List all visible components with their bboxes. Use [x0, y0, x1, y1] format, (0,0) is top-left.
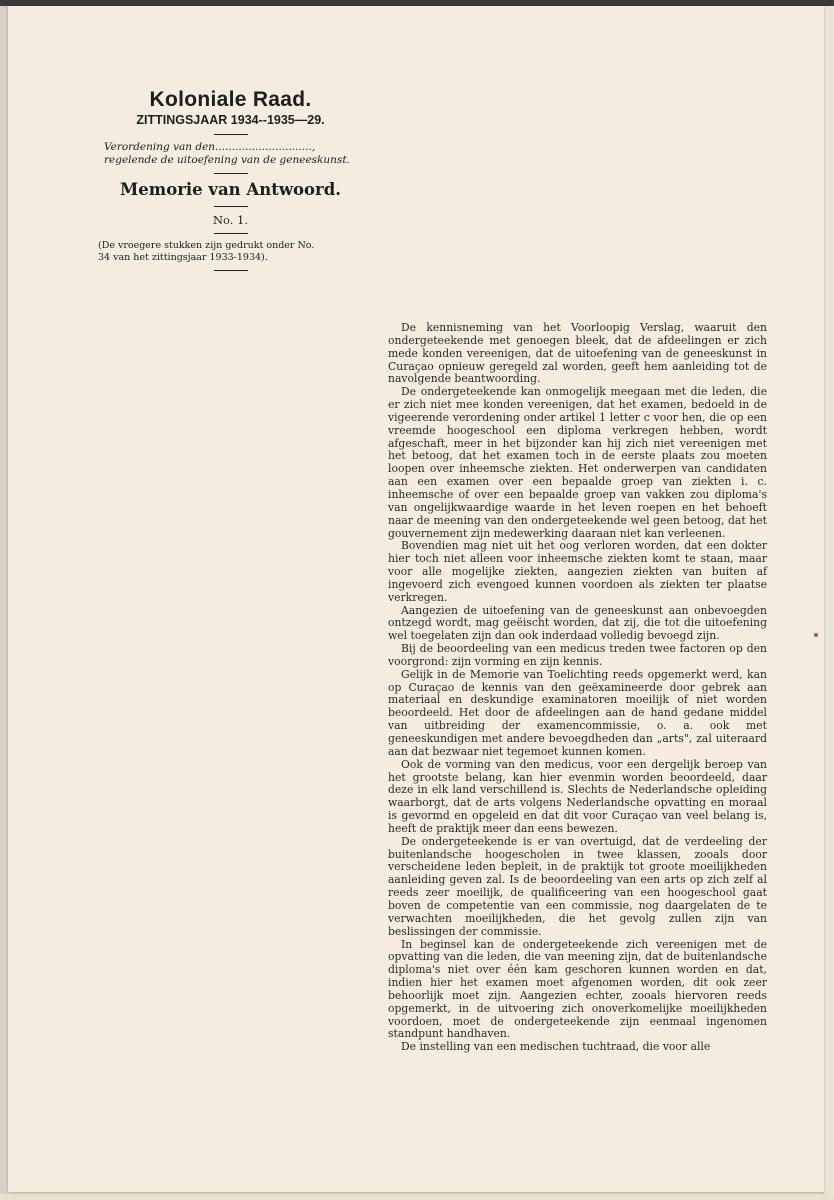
reference-note: [98, 240, 363, 264]
note-line-1: (De vroegere stukken zijn gedrukt onder No.: [98, 240, 315, 251]
memo-title: Memorie van Antwoord.: [119, 180, 342, 199]
document-number: No. 1.: [212, 213, 249, 227]
paragraph: Bovendien mag niet uit het oog verloren worden, dat een dokter hier toch niet alleen voor inheemsche ziekten komt te staan, maar voor alle mogelijke ziekten, aangezien ziekten van buiten af ingevoerd zich evengoed kunnen voordoen als ziekten ter plaatse verkregen.: [388, 539, 767, 604]
paragraph: Gelijk in de Memorie van Toelichting reeds opgemerkt werd, kan op Curaçao de kennis van den geëxamineerde door gebrek aan materiaal en deskundige examinatoren moeilijk of niet worden beoordeeld. Het door de afdeelingen aan de hand gedane middel van uitbreiding der examencommissie, o. a. ook met geneeskundigen met andere bevoegdheden dan „arts", zal uiteraard aan dat bezwaar niet tegemoet kunnen komen.: [388, 667, 767, 758]
regulation-line-1: Verordening van den.............................,: [104, 141, 316, 153]
header-divider: [214, 206, 248, 207]
ink-spot: [814, 633, 818, 637]
paragraph: De instelling van een medischen tuchtraad, die voor alle: [401, 1040, 711, 1054]
page-bottom-edge: [0, 1194, 834, 1200]
paragraph: Bij de beoordeeling van een medicus treden twee factoren op den voorgrond: zijn vorming en zijn kennis.: [388, 642, 767, 668]
paragraph: De kennisneming van het Voorloopig Verslag, waaruit den ondergeteekende met genoegen bleek, dat de afdeelingen er zich mede konden vereenigen, dat de uitoefening van de geneeskunst in Curaçao opnieuw geregeld zal worden, geeft hem aanleiding tot de navolgende beantwoording.: [388, 321, 767, 386]
header-divider: [214, 173, 248, 174]
paragraph: De ondergeteekende is er van overtuigd, dat de verdeeling der buitenlandsche hoogescholen in twee klassen, zooals door verscheidene leden bepleit, in de praktijk tot groote moeilijkheden aanleiding geven zal. Is de beoordeeling van een arts op zich zelf al reeds zeer moeilijk, de qualificeering van een hoogeschool gaat boven de competentie van een commissie, nog daargelaten de te verwachten moeilijkheden, die het gevolg zullen zijn van beslissingen der commissie.: [388, 834, 767, 938]
regulation-line-2: regelende de uitoefening van de geneeskunst.: [104, 154, 350, 166]
paragraph: In beginsel kan de ondergeteekende zich vereenigen met de opvatting van die leden, die van meening zijn, dat de buitenlandsche diploma's niet over één kam geschoren kunnen worden en dat, indien hier het examen moet afgenomen worden, dit ook zeer behoorlijk moet zijn. Aangezien echter, zooals hiervoren reeds opgemerkt, in de uitvoering zich onoverkomelijke moeilijkheden voordoen, moet de ondergeteekende zijn eenmaal ingenomen standpunt handhaven.: [388, 937, 767, 1041]
paragraph: Ook de vorming van den medicus, voor een dergelijk beroep van het grootste belang, kan hier evenmin worden beoordeeld, daar deze in elk land verschillend is. Slechts de Nederlandsche opleiding waarborgt, dat de arts volgens Nederlandsche opvatting en moraal is gevormd en opgeleid en dat dit voor Curaçao van veel belang is, heeft de praktijk meer dan eens bewezen.: [388, 757, 767, 835]
note-line-2: 34 van het zittingsjaar 1933-1934).: [98, 252, 268, 263]
header-divider: [214, 134, 248, 135]
page-edge: [823, 6, 834, 1196]
body-text: [388, 322, 767, 1054]
session-year: ZITTINGSJAAR 1934--1935—29.: [136, 113, 325, 127]
council-title: Koloniale Raad.: [149, 88, 312, 111]
paragraph: Aangezien de uitoefening van de geneeskunst aan onbevoegden ontzegd wordt, mag geëischt worden, dat zij, die tot die uitoefening wel toegelaten zijn dan ook inderdaad volledig bevoegd zijn.: [388, 603, 767, 643]
paragraph: De ondergeteekende kan onmogelijk meegaan met die leden, die er zich niet mee konden vereenigen, dat het examen, bedoeld in de vigeerende verordening onder artikel 1 letter c voor hen, die op een vreemde hoogeschool een diploma verkregen hebben, wordt afgeschaft, meer in het bijzonder kan hij zich niet vereenigen met het betoog, dat het examen toch in de eerste plaats zou moeten loopen over inheemsche ziekten. Het onderwerpen van candidaten aan een examen over een bepaalde groep van ziekten i. c. inheemsche of over een bepaalde groep van vakken zou diploma's van ongelijkwaardige waarde in het leven roepen en het behoeft naar de meening van den ondergeteekende wel geen betoog, dat het gouvernement zijn medewerking daaraan niet kan verleenen.: [388, 385, 767, 540]
regulation-title: [98, 141, 363, 167]
header-divider: [214, 270, 248, 271]
header-divider: [214, 233, 248, 234]
document-header: [98, 88, 363, 277]
